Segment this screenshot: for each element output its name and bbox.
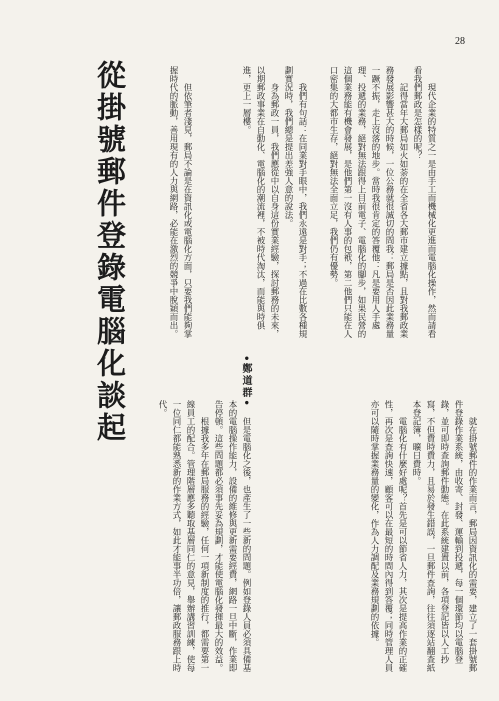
article-author: •鄭道群• <box>240 355 251 408</box>
text-block-bottom-left <box>19 400 253 680</box>
paragraph: 身為郵政一員，我們應從中以自身這份實業經驗，探討郵務的未來，以期郵政事業在自動化、電腦化的潮流裡，不被時代淘汰，而能與時俱進，更上一層樓。 <box>241 66 279 338</box>
paragraph: 但是電腦化之後，也產生了一些新的問題。例如登錄人員必須具備基本的電腦操作能力，設備的維修與更新需要經費，網路一旦中斷，作業即告停頓。這些問題都必須事先妥為規劃，才能使電腦化發揮最大的效益。 <box>213 400 251 672</box>
text-block-top-middle <box>199 66 309 344</box>
paragraph: 我們有句話：在同業對手眼中，我們永遠是對手；不過在比數各種規劃實況時，我們總是提出差強人意的說法。 <box>283 66 307 338</box>
paragraph: 但依筆者淺見，郵局不論是在資訊化或電腦化方面，只要我們能夠掌握時代的脈動，善用現有的人力與網路，必能在激烈的競爭中脫穎而出。 <box>168 66 192 338</box>
page-number: 28 <box>455 36 465 47</box>
text-block-top-right <box>324 66 438 344</box>
paragraph: 電腦化有什麼好處呢？首先是可以節省人力，其次是提高作業的正確性，再次是查詢快速，顧客可以在最短的時間內得到答覆；同時管理人員亦可以隨時掌握業務量的變化，作為人力調配及業務規劃的依據。 <box>369 400 407 672</box>
article-title: 從掛號郵件登錄電腦化談起 <box>93 60 127 444</box>
paragraph: 就在掛號郵件的作業而言，郵局因資訊化的需要，建立了一套掛號郵件登錄作業系統，由收寄、封發、運輸到投遞，每一個環節均以電腦登錄，並可即時查詢郵件動態。在此系統建置以前，各項登記皆以人工抄寫，不但費時費力，且易於發生錯誤，一旦郵件查詢，往往須逐站翻查紙本登記簿，曠日費時。 <box>411 400 477 672</box>
paragraph: 記得當年大郵局如火如荼的在全省各大郵市建立據點，且對我郵政業務發展影響甚大的時候，一位公務就很誠切的問我：郵局是否因此業務量一蹶不振，走上沒落的地步。當時我很肯定的答覆他：凡是要用人手處理、投遞的業務，絕對無法跟得上目前電子、電腦化的腳步，如果民營的這個業務能有機會發展，是他們第一沒有人事的包袱，第二他們只能在人口密集的大都市生存，絕對無法全面立足，我們仍有優勢。 <box>328 66 408 338</box>
paragraph: 根據我多年在郵局服務的經驗，任何一項新制度的推行，都需要第一線員工的配合。管理階層應多聽取基層同仁的意見，舉辦講習訓練，使每一位同仁都能熟悉新的作業方式，如此才能事半功倍，讓郵政服務跟上時代。 <box>157 400 209 672</box>
text-block-top-left <box>129 66 194 344</box>
text-block-bottom-right <box>261 400 479 680</box>
paragraph: 現代企業的特質之一是由手工而機械化更進而電腦化操作，然而請看看我們郵政是怎樣的呢？ <box>412 66 436 338</box>
